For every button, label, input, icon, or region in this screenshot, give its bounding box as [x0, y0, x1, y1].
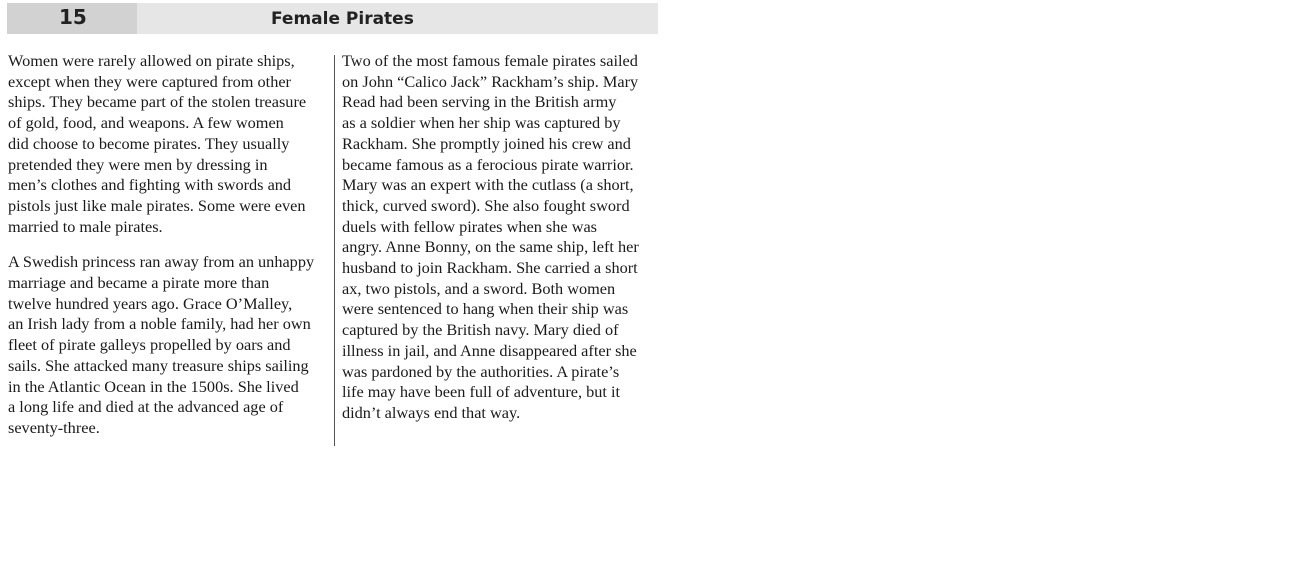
text-line: life may have been full of adventure, but it [342, 382, 621, 402]
paragraph-women-on-ships [8, 51, 330, 237]
left-column [8, 51, 330, 439]
text-line: thick, curved sword). She also fought sword [342, 195, 630, 215]
text-line: twelve hundred years ago. Grace O’Malley, [8, 293, 293, 313]
text-line: Read had been serving in the British army [342, 92, 617, 112]
text-line: of gold, food, and weapons. A few women [8, 113, 284, 133]
text-line: an Irish lady from a noble family, had her own [8, 314, 311, 334]
text-line: sails. She attacked many treasure ships sailing [8, 355, 309, 375]
text-line: on John “Calico Jack” Rackham’s ship. Mary [342, 71, 639, 91]
text-line: Two of the most famous female pirates sailed [342, 51, 638, 70]
right-column [342, 51, 660, 424]
text-line: fleet of pirate galleys propelled by oars and [8, 335, 291, 355]
page-number-box [7, 3, 137, 34]
page-header [7, 3, 658, 34]
text-line: pretended they were men by dressing in [8, 154, 268, 174]
text-line: ax, two pistols, and a sword. Both women [342, 278, 616, 298]
text-line: a long life and died at the advanced age of [8, 397, 284, 417]
text-line: men’s clothes and fighting with swords and [8, 175, 292, 195]
paragraph-calico-jack [342, 51, 660, 424]
paragraph-swedish-princess [8, 252, 330, 438]
text-line: didn’t always end that way. [342, 402, 521, 422]
text-line: angry. Anne Bonny, on the same ship, left her [342, 237, 639, 257]
page-title: Female Pirates [271, 9, 414, 29]
text-line: captured by the British navy. Mary died of [342, 320, 619, 340]
text-line: A Swedish princess ran away from an unhappy [8, 252, 315, 272]
text-line: ships. They became part of the stolen treasure [8, 92, 307, 112]
text-line: husband to join Rackham. She carried a short [342, 258, 638, 278]
text-line: seventy-three. [8, 417, 100, 437]
text-line: duels with fellow pirates when she was [342, 216, 598, 236]
column-divider [334, 55, 335, 446]
text-line: illness in jail, and Anne disappeared after she [342, 340, 637, 360]
text-line: as a soldier when her ship was captured by [342, 113, 621, 133]
text-line: were sentenced to hang when their ship was [342, 299, 629, 319]
text-line: except when they were captured from other [8, 71, 291, 91]
text-line: in the Atlantic Ocean in the 1500s. She lived [8, 376, 299, 396]
text-line: did choose to become pirates. They usually [8, 133, 290, 153]
text-line: pistols just like male pirates. Some were even [8, 195, 306, 215]
text-line: Women were rarely allowed on pirate ships, [8, 51, 295, 70]
text-line: marriage and became a pirate more than [8, 273, 270, 293]
text-line: was pardoned by the authorities. A pirate’s [342, 361, 620, 381]
text-line: married to male pirates. [8, 216, 163, 236]
text-line: Rackham. She promptly joined his crew and [342, 133, 631, 153]
text-line: Mary was an expert with the cutlass (a short, [342, 175, 634, 195]
page-number: 15 [59, 5, 87, 29]
text-line: became famous as a ferocious pirate warrior. [342, 154, 634, 174]
